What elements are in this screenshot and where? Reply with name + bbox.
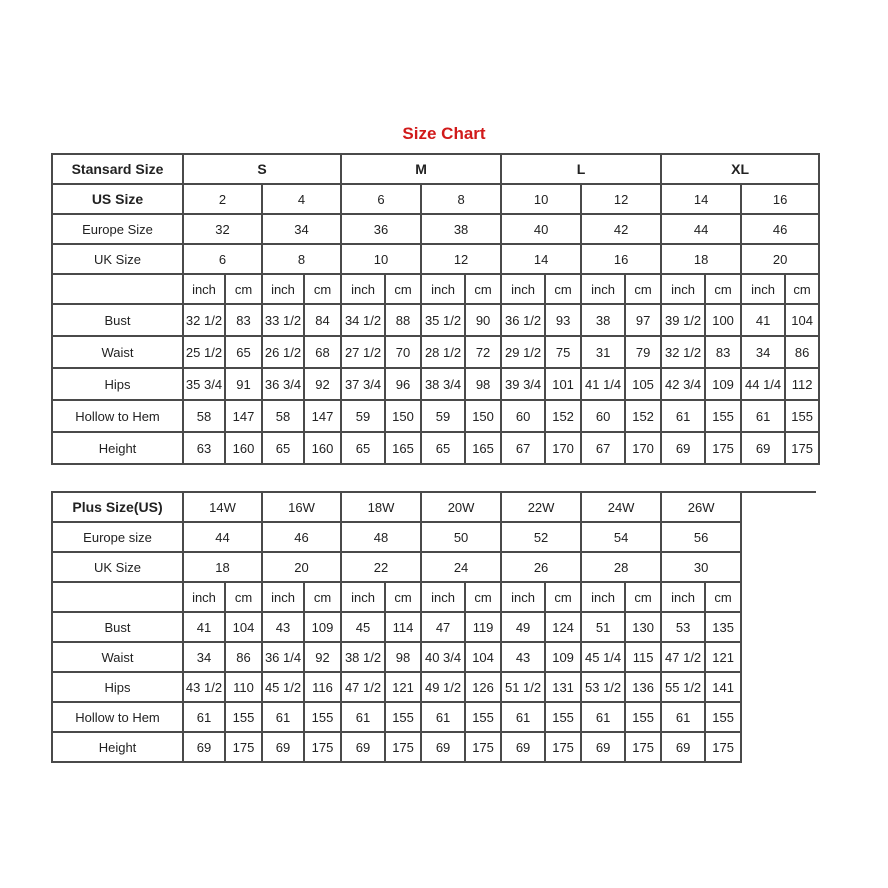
measurement-label: Bust: [52, 304, 183, 336]
measurement-value: 83: [705, 336, 741, 368]
measurement-value: 147: [304, 400, 341, 432]
measurement-value: 175: [785, 432, 819, 464]
measurement-value: 61: [262, 702, 304, 732]
plus-europe-size-cell: 50: [421, 522, 501, 552]
measurement-value: 67: [501, 432, 545, 464]
measurement-value: 34: [183, 642, 225, 672]
measurement-value: 124: [545, 612, 581, 642]
measurement-label: Waist: [52, 642, 183, 672]
plus-size-cell: 14W: [183, 492, 262, 522]
measurement-value: 67: [581, 432, 625, 464]
europe-size-row: [52, 214, 819, 244]
measurement-value: 86: [225, 642, 262, 672]
measurement-value: 155: [625, 702, 661, 732]
unit-inch-cell: inch: [501, 582, 545, 612]
measurement-row: [52, 432, 819, 464]
measurement-value: 36 1/4: [262, 642, 304, 672]
measurement-value: 83: [225, 304, 262, 336]
measurement-value: 86: [785, 336, 819, 368]
europe-size-cell: 46: [741, 214, 819, 244]
measurement-value: 47: [421, 612, 465, 642]
measurement-value: 41: [183, 612, 225, 642]
measurement-value: 43 1/2: [183, 672, 225, 702]
measurement-value: 84: [304, 304, 341, 336]
measurement-value: 119: [465, 612, 501, 642]
unit-inch-cell: inch: [741, 274, 785, 304]
plus-europe-size-cell: 56: [661, 522, 741, 552]
measurement-value: 93: [545, 304, 581, 336]
measurement-value: 55 1/2: [661, 672, 705, 702]
us-size-cell: 14: [661, 184, 741, 214]
europe-size-cell: 36: [341, 214, 421, 244]
plus-size-cell: 16W: [262, 492, 341, 522]
measurement-value: 104: [225, 612, 262, 642]
plus-europe-size-cell: 46: [262, 522, 341, 552]
measurement-value: 47 1/2: [661, 642, 705, 672]
measurement-value: 41: [741, 304, 785, 336]
size-group-cell: L: [501, 154, 661, 184]
measurement-value: 34: [741, 336, 785, 368]
measurement-value: 38: [581, 304, 625, 336]
measurement-value: 69: [341, 732, 385, 762]
measurement-value: 65: [262, 432, 304, 464]
measurement-value: 35 1/2: [421, 304, 465, 336]
measurement-value: 69: [501, 732, 545, 762]
measurement-value: 170: [625, 432, 661, 464]
measurement-value: 135: [705, 612, 741, 642]
measurement-value: 28 1/2: [421, 336, 465, 368]
measurement-value: 155: [304, 702, 341, 732]
measurement-value: 175: [465, 732, 501, 762]
measurement-value: 63: [183, 432, 225, 464]
us-size-cell: 8: [421, 184, 501, 214]
uk-size-cell: 14: [501, 244, 581, 274]
measurement-value: 32 1/2: [661, 336, 705, 368]
plus-europe-size-cell: 48: [341, 522, 421, 552]
plus-uk-size-label: UK Size: [52, 552, 183, 582]
measurement-value: 69: [421, 732, 465, 762]
measurement-value: 29 1/2: [501, 336, 545, 368]
unit-row: [52, 274, 819, 304]
measurement-value: 150: [385, 400, 421, 432]
measurement-value: 165: [385, 432, 421, 464]
unit-cm-cell: cm: [225, 274, 262, 304]
unit-label-blank: [52, 582, 183, 612]
measurement-value: 53: [661, 612, 705, 642]
measurement-value: 69: [262, 732, 304, 762]
standard-size-header: Stansard Size: [52, 154, 183, 184]
measurement-value: 44 1/4: [741, 368, 785, 400]
measurement-value: 61: [741, 400, 785, 432]
measurement-value: 109: [545, 642, 581, 672]
measurement-value: 112: [785, 368, 819, 400]
europe-size-cell: 38: [421, 214, 501, 244]
measurement-label: Height: [52, 732, 183, 762]
europe-size-cell: 32: [183, 214, 262, 244]
measurement-value: 175: [304, 732, 341, 762]
unit-inch-cell: inch: [183, 274, 225, 304]
measurement-value: 61: [183, 702, 225, 732]
measurement-label: Waist: [52, 336, 183, 368]
measurement-value: 121: [385, 672, 421, 702]
unit-cm-cell: cm: [385, 582, 421, 612]
measurement-value: 61: [501, 702, 545, 732]
measurement-value: 175: [705, 432, 741, 464]
measurement-row: [52, 400, 819, 432]
measurement-value: 31: [581, 336, 625, 368]
measurement-value: 175: [385, 732, 421, 762]
measurement-value: 45: [341, 612, 385, 642]
measurement-value: 49: [501, 612, 545, 642]
measurement-value: 126: [465, 672, 501, 702]
uk-size-cell: 10: [341, 244, 421, 274]
measurement-value: 175: [225, 732, 262, 762]
measurement-value: 92: [304, 642, 341, 672]
plus-uk-size-cell: 22: [341, 552, 421, 582]
measurement-value: 58: [262, 400, 304, 432]
measurement-value: 155: [385, 702, 421, 732]
measurement-value: 35 3/4: [183, 368, 225, 400]
measurement-label: Hips: [52, 368, 183, 400]
plus-measurement-row: [52, 642, 741, 672]
plus-measurement-row: [52, 612, 741, 642]
unit-cm-cell: cm: [785, 274, 819, 304]
measurement-value: 60: [581, 400, 625, 432]
plus-europe-size-row: [52, 522, 741, 552]
europe-size-cell: 34: [262, 214, 341, 244]
plus-europe-size-cell: 54: [581, 522, 661, 552]
measurement-label: Hollow to Hem: [52, 400, 183, 432]
unit-cm-cell: cm: [705, 582, 741, 612]
measurement-value: 160: [304, 432, 341, 464]
measurement-value: 109: [304, 612, 341, 642]
us-size-cell: 16: [741, 184, 819, 214]
us-size-cell: 2: [183, 184, 262, 214]
measurement-value: 104: [785, 304, 819, 336]
measurement-value: 38 3/4: [421, 368, 465, 400]
us-size-label: US Size: [52, 184, 183, 214]
measurement-value: 41 1/4: [581, 368, 625, 400]
plus-size-cell: 22W: [501, 492, 581, 522]
plus-size-header: Plus Size(US): [52, 492, 183, 522]
uk-size-cell: 18: [661, 244, 741, 274]
plus-uk-size-cell: 24: [421, 552, 501, 582]
measurement-label: Height: [52, 432, 183, 464]
measurement-value: 98: [385, 642, 421, 672]
plus-uk-size-cell: 28: [581, 552, 661, 582]
measurement-value: 43: [262, 612, 304, 642]
measurement-value: 152: [545, 400, 581, 432]
measurement-value: 61: [341, 702, 385, 732]
measurement-value: 150: [465, 400, 501, 432]
measurement-value: 69: [581, 732, 625, 762]
unit-cm-cell: cm: [545, 274, 581, 304]
plus-uk-size-cell: 18: [183, 552, 262, 582]
measurement-value: 70: [385, 336, 421, 368]
measurement-value: 115: [625, 642, 661, 672]
measurement-value: 114: [385, 612, 421, 642]
measurement-value: 39 1/2: [661, 304, 705, 336]
measurement-value: 92: [304, 368, 341, 400]
measurement-value: 131: [545, 672, 581, 702]
unit-inch-cell: inch: [581, 582, 625, 612]
plus-uk-size-row: [52, 552, 741, 582]
unit-cm-cell: cm: [225, 582, 262, 612]
measurement-value: 45 1/4: [581, 642, 625, 672]
measurement-value: 61: [661, 702, 705, 732]
measurement-value: 69: [741, 432, 785, 464]
measurement-value: 49 1/2: [421, 672, 465, 702]
unit-inch-cell: inch: [183, 582, 225, 612]
measurement-value: 147: [225, 400, 262, 432]
measurement-value: 36 3/4: [262, 368, 304, 400]
plus-uk-size-cell: 20: [262, 552, 341, 582]
measurement-value: 90: [465, 304, 501, 336]
unit-inch-cell: inch: [341, 582, 385, 612]
unit-inch-cell: inch: [341, 274, 385, 304]
measurement-value: 97: [625, 304, 661, 336]
measurement-value: 155: [225, 702, 262, 732]
measurement-value: 175: [705, 732, 741, 762]
measurement-value: 47 1/2: [341, 672, 385, 702]
measurement-value: 61: [421, 702, 465, 732]
measurement-value: 65: [341, 432, 385, 464]
size-group-row: [52, 154, 819, 184]
measurement-value: 33 1/2: [262, 304, 304, 336]
measurement-value: 65: [225, 336, 262, 368]
measurement-value: 60: [501, 400, 545, 432]
measurement-value: 25 1/2: [183, 336, 225, 368]
us-size-row: [52, 184, 819, 214]
us-size-cell: 12: [581, 184, 661, 214]
measurement-value: 121: [705, 642, 741, 672]
unit-cm-cell: cm: [385, 274, 421, 304]
uk-size-label: UK Size: [52, 244, 183, 274]
plus-size-cell: 20W: [421, 492, 501, 522]
measurement-value: 96: [385, 368, 421, 400]
measurement-value: 116: [304, 672, 341, 702]
measurement-value: 88: [385, 304, 421, 336]
unit-inch-cell: inch: [421, 582, 465, 612]
measurement-value: 101: [545, 368, 581, 400]
unit-inch-cell: inch: [581, 274, 625, 304]
measurement-label: Bust: [52, 612, 183, 642]
measurement-value: 51: [581, 612, 625, 642]
size-group-cell: S: [183, 154, 341, 184]
unit-cm-cell: cm: [705, 274, 741, 304]
measurement-value: 155: [705, 400, 741, 432]
plus-measurement-row: [52, 702, 741, 732]
measurement-value: 51 1/2: [501, 672, 545, 702]
plus-europe-size-cell: 52: [501, 522, 581, 552]
measurement-row: [52, 336, 819, 368]
size-group-cell: M: [341, 154, 501, 184]
measurement-value: 69: [661, 732, 705, 762]
measurement-value: 175: [625, 732, 661, 762]
plus-uk-size-cell: 26: [501, 552, 581, 582]
measurement-value: 170: [545, 432, 581, 464]
measurement-value: 58: [183, 400, 225, 432]
measurement-value: 61: [581, 702, 625, 732]
measurement-value: 175: [545, 732, 581, 762]
plus-unit-row: [52, 582, 741, 612]
unit-inch-cell: inch: [262, 582, 304, 612]
unit-inch-cell: inch: [661, 274, 705, 304]
unit-label-blank: [52, 274, 183, 304]
measurement-value: 79: [625, 336, 661, 368]
measurement-value: 75: [545, 336, 581, 368]
uk-size-row: [52, 244, 819, 274]
measurement-value: 59: [341, 400, 385, 432]
measurement-value: 141: [705, 672, 741, 702]
plus-size-row: [52, 492, 741, 522]
measurement-value: 72: [465, 336, 501, 368]
measurement-value: 155: [785, 400, 819, 432]
measurement-value: 59: [421, 400, 465, 432]
plus-uk-size-cell: 30: [661, 552, 741, 582]
measurement-value: 34 1/2: [341, 304, 385, 336]
measurement-value: 68: [304, 336, 341, 368]
measurement-value: 98: [465, 368, 501, 400]
measurement-value: 39 3/4: [501, 368, 545, 400]
unit-inch-cell: inch: [262, 274, 304, 304]
measurement-value: 165: [465, 432, 501, 464]
plus-europe-size-cell: 44: [183, 522, 262, 552]
unit-cm-cell: cm: [304, 274, 341, 304]
measurement-row: [52, 304, 819, 336]
measurement-value: 42 3/4: [661, 368, 705, 400]
us-size-cell: 4: [262, 184, 341, 214]
measurement-value: 104: [465, 642, 501, 672]
measurement-label: Hips: [52, 672, 183, 702]
measurement-value: 65: [421, 432, 465, 464]
measurement-value: 130: [625, 612, 661, 642]
measurement-value: 61: [661, 400, 705, 432]
measurement-value: 69: [183, 732, 225, 762]
measurement-value: 38 1/2: [341, 642, 385, 672]
measurement-value: 155: [465, 702, 501, 732]
europe-size-label: Europe Size: [52, 214, 183, 244]
europe-size-cell: 42: [581, 214, 661, 244]
plus-size-cell: 24W: [581, 492, 661, 522]
unit-cm-cell: cm: [465, 582, 501, 612]
measurement-label: Hollow to Hem: [52, 702, 183, 732]
europe-size-cell: 44: [661, 214, 741, 244]
measurement-value: 43: [501, 642, 545, 672]
measurement-value: 45 1/2: [262, 672, 304, 702]
measurement-value: 100: [705, 304, 741, 336]
measurement-value: 36 1/2: [501, 304, 545, 336]
plus-table-right-blank-area: [742, 491, 816, 777]
measurement-value: 91: [225, 368, 262, 400]
measurement-value: 53 1/2: [581, 672, 625, 702]
uk-size-cell: 8: [262, 244, 341, 274]
plus-size-cell: 26W: [661, 492, 741, 522]
measurement-value: 160: [225, 432, 262, 464]
unit-cm-cell: cm: [465, 274, 501, 304]
measurement-value: 32 1/2: [183, 304, 225, 336]
unit-inch-cell: inch: [501, 274, 545, 304]
measurement-value: 155: [705, 702, 741, 732]
plus-europe-size-label: Europe size: [52, 522, 183, 552]
plus-measurement-row: [52, 732, 741, 762]
measurement-value: 155: [545, 702, 581, 732]
measurement-row: [52, 368, 819, 400]
measurement-value: 27 1/2: [341, 336, 385, 368]
standard-size-table: [51, 153, 820, 465]
unit-inch-cell: inch: [661, 582, 705, 612]
us-size-cell: 6: [341, 184, 421, 214]
uk-size-cell: 6: [183, 244, 262, 274]
plus-size-cell: 18W: [341, 492, 421, 522]
plus-measurement-row: [52, 672, 741, 702]
unit-cm-cell: cm: [625, 582, 661, 612]
europe-size-cell: 40: [501, 214, 581, 244]
measurement-value: 110: [225, 672, 262, 702]
unit-cm-cell: cm: [625, 274, 661, 304]
measurement-value: 109: [705, 368, 741, 400]
plus-size-table: [51, 491, 742, 763]
measurement-value: 26 1/2: [262, 336, 304, 368]
size-group-cell: XL: [661, 154, 819, 184]
measurement-value: 40 3/4: [421, 642, 465, 672]
uk-size-cell: 20: [741, 244, 819, 274]
us-size-cell: 10: [501, 184, 581, 214]
uk-size-cell: 16: [581, 244, 661, 274]
unit-cm-cell: cm: [545, 582, 581, 612]
page-title: Size Chart: [402, 124, 486, 143]
measurement-value: 152: [625, 400, 661, 432]
measurement-value: 105: [625, 368, 661, 400]
unit-cm-cell: cm: [304, 582, 341, 612]
unit-inch-cell: inch: [421, 274, 465, 304]
measurement-value: 136: [625, 672, 661, 702]
uk-size-cell: 12: [421, 244, 501, 274]
measurement-value: 37 3/4: [341, 368, 385, 400]
measurement-value: 69: [661, 432, 705, 464]
